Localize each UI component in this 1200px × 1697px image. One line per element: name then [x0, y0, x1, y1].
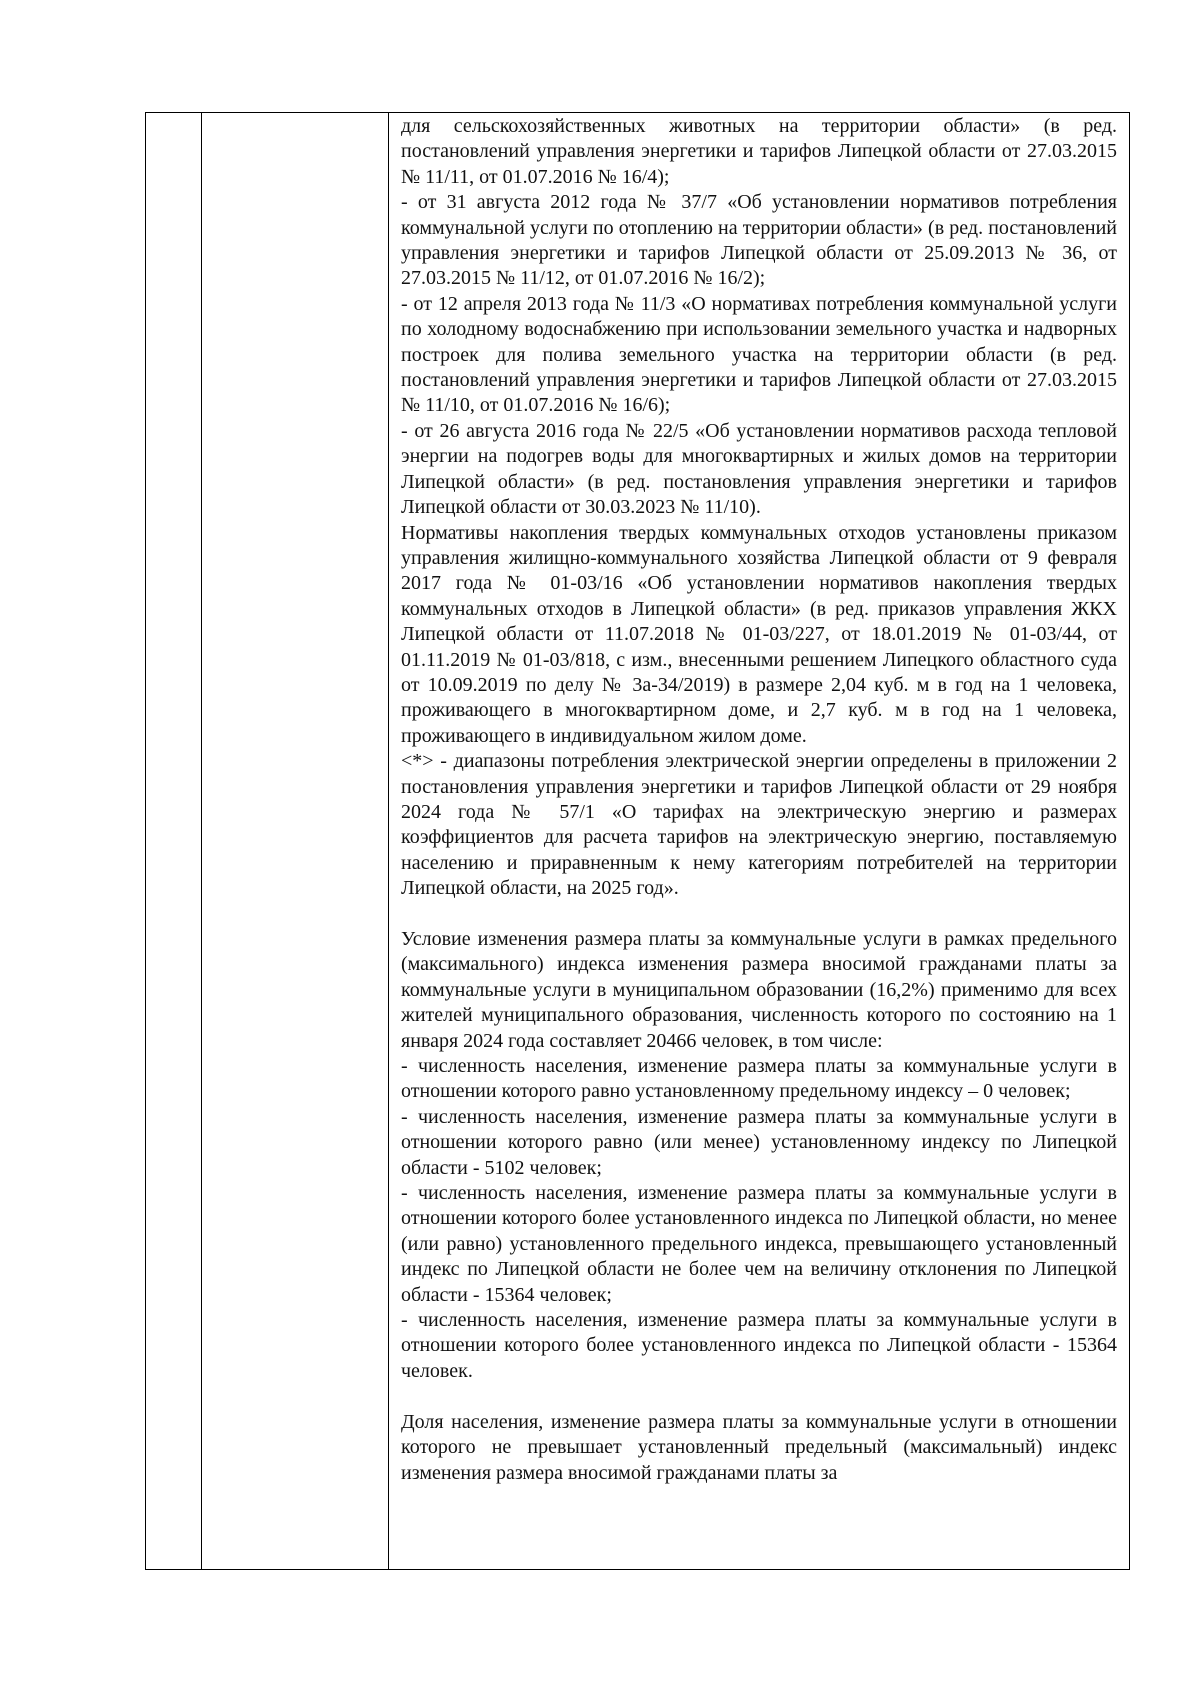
table-column-name: [202, 113, 389, 1569]
paragraph: - численность населения, изменение размера платы за коммунальные услуги в отношении которого более установленного индекса по Липецкой области - 15364 человек.: [401, 1309, 1117, 1382]
paragraph: Доля населения, изменение размера платы за коммунальные услуги в отношении которого не превышает установленный предельный (максимальный) индекс изменения размера вносимой гражданами платы за: [401, 1410, 1117, 1484]
table-column-number: [146, 113, 202, 1569]
table-column-text: [389, 113, 1129, 1569]
paragraph: Нормативы накопления твердых коммунальных отходов установлены приказом управления жилищно-коммунального хозяйства Липецкой области от 9 февраля 2017 года № 01-03/16 «Об установлении нормативов накопления твердых коммунальных отходов в Липецкой области» (в ред. приказов управления ЖКХ Липецкой области от 11.07.2018 № 01-03/227, от 18.01.2019 № 01-03/44, от 01.11.2019 № 01-03/818, с изм., внесенными решением Липецкого областного суда от 10.09.2019 по делу № 3а-34/2019) в размере 2,04 куб. м в год на 1 человека, проживающего в многоквартирном доме, и 2,7 куб. м в год на 1 человека, проживающего в индивидуальном жилом доме.: [401, 521, 1117, 747]
paragraph-spacer: [401, 902, 1117, 927]
paragraph: - от 31 августа 2012 года № 37/7 «Об установлении нормативов потребления коммунальной услуги по отоплению на территории области» (в ред. постановлений управления энергетики и тарифов Липецкой области от 25.09.2013 № 36, от 27.03.2015 № 11/12, от 01.07.2016 № 16/2);: [401, 191, 1117, 290]
paragraph: - численность населения, изменение размера платы за коммунальные услуги в отношении которого равно установленному предельному индексу – 0 человек;: [401, 1055, 1117, 1103]
paragraph: - от 26 августа 2016 года № 22/5 «Об установлении нормативов расхода тепловой энергии на подогрев воды для многоквартирных и жилых домов на территории Липецкой области» (в ред. постановления управления энергетики и тарифов Липецкой области от 30.03.2023 № 11/10).: [401, 419, 1117, 519]
paragraph: - от 12 апреля 2013 года № 11/3 «О нормативах потребления коммунальной услуги по холодному водоснабжению при использовании земельного участка и надворных построек для полива земельного участка на территории области (в ред. постановлений управления энергетики и тарифов Липецкой области от 27.03.2015 № 11/10, от 01.07.2016 № 16/6);: [401, 292, 1117, 417]
paragraph-spacer: [401, 1384, 1117, 1409]
paragraph: - численность населения, изменение размера платы за коммунальные услуги в отношении которого более установленного индекса по Липецкой области, но менее (или равно) установленного предельного индекса, превышающего установленный индекс по Липецкой области не более чем на величину отклонения по Липецкой области - 15364 человек;: [401, 1182, 1117, 1306]
paragraph: для сельскохозяйственных животных на территории области» (в ред. постановлений управления энергетики и тарифов Липецкой области от 27.03.2015 № 11/11, от 01.07.2016 № 16/4);: [401, 115, 1117, 188]
document-table: [145, 112, 1130, 1570]
paragraph: - численность населения, изменение размера платы за коммунальные услуги в отношении которого равно (или менее) установленному индексу по Липецкой области - 5102 человек;: [401, 1105, 1117, 1179]
paragraph: <*> - диапазоны потребления электрической энергии определены в приложении 2 постановления управления энергетики и тарифов Липецкой области от 29 ноября 2024 года № 57/1 «О тарифах на электрическую энергию и размерах коэффициентов для расчета тарифов на электрическую энергию, поставляемую населению и приравненным к нему категориям потребителей на территории Липецкой области, на 2025 год».: [401, 750, 1117, 900]
paragraph: Условие изменения размера платы за коммунальные услуги в рамках предельного (максимального) индекса изменения размера вносимой гражданами платы за коммунальные услуги в муниципальном образовании (16,2%) применимо для всех жителей муниципального образования, численность которого по состоянию на 1 января 2024 года составляет 20466 человек, в том числе:: [401, 927, 1117, 1052]
